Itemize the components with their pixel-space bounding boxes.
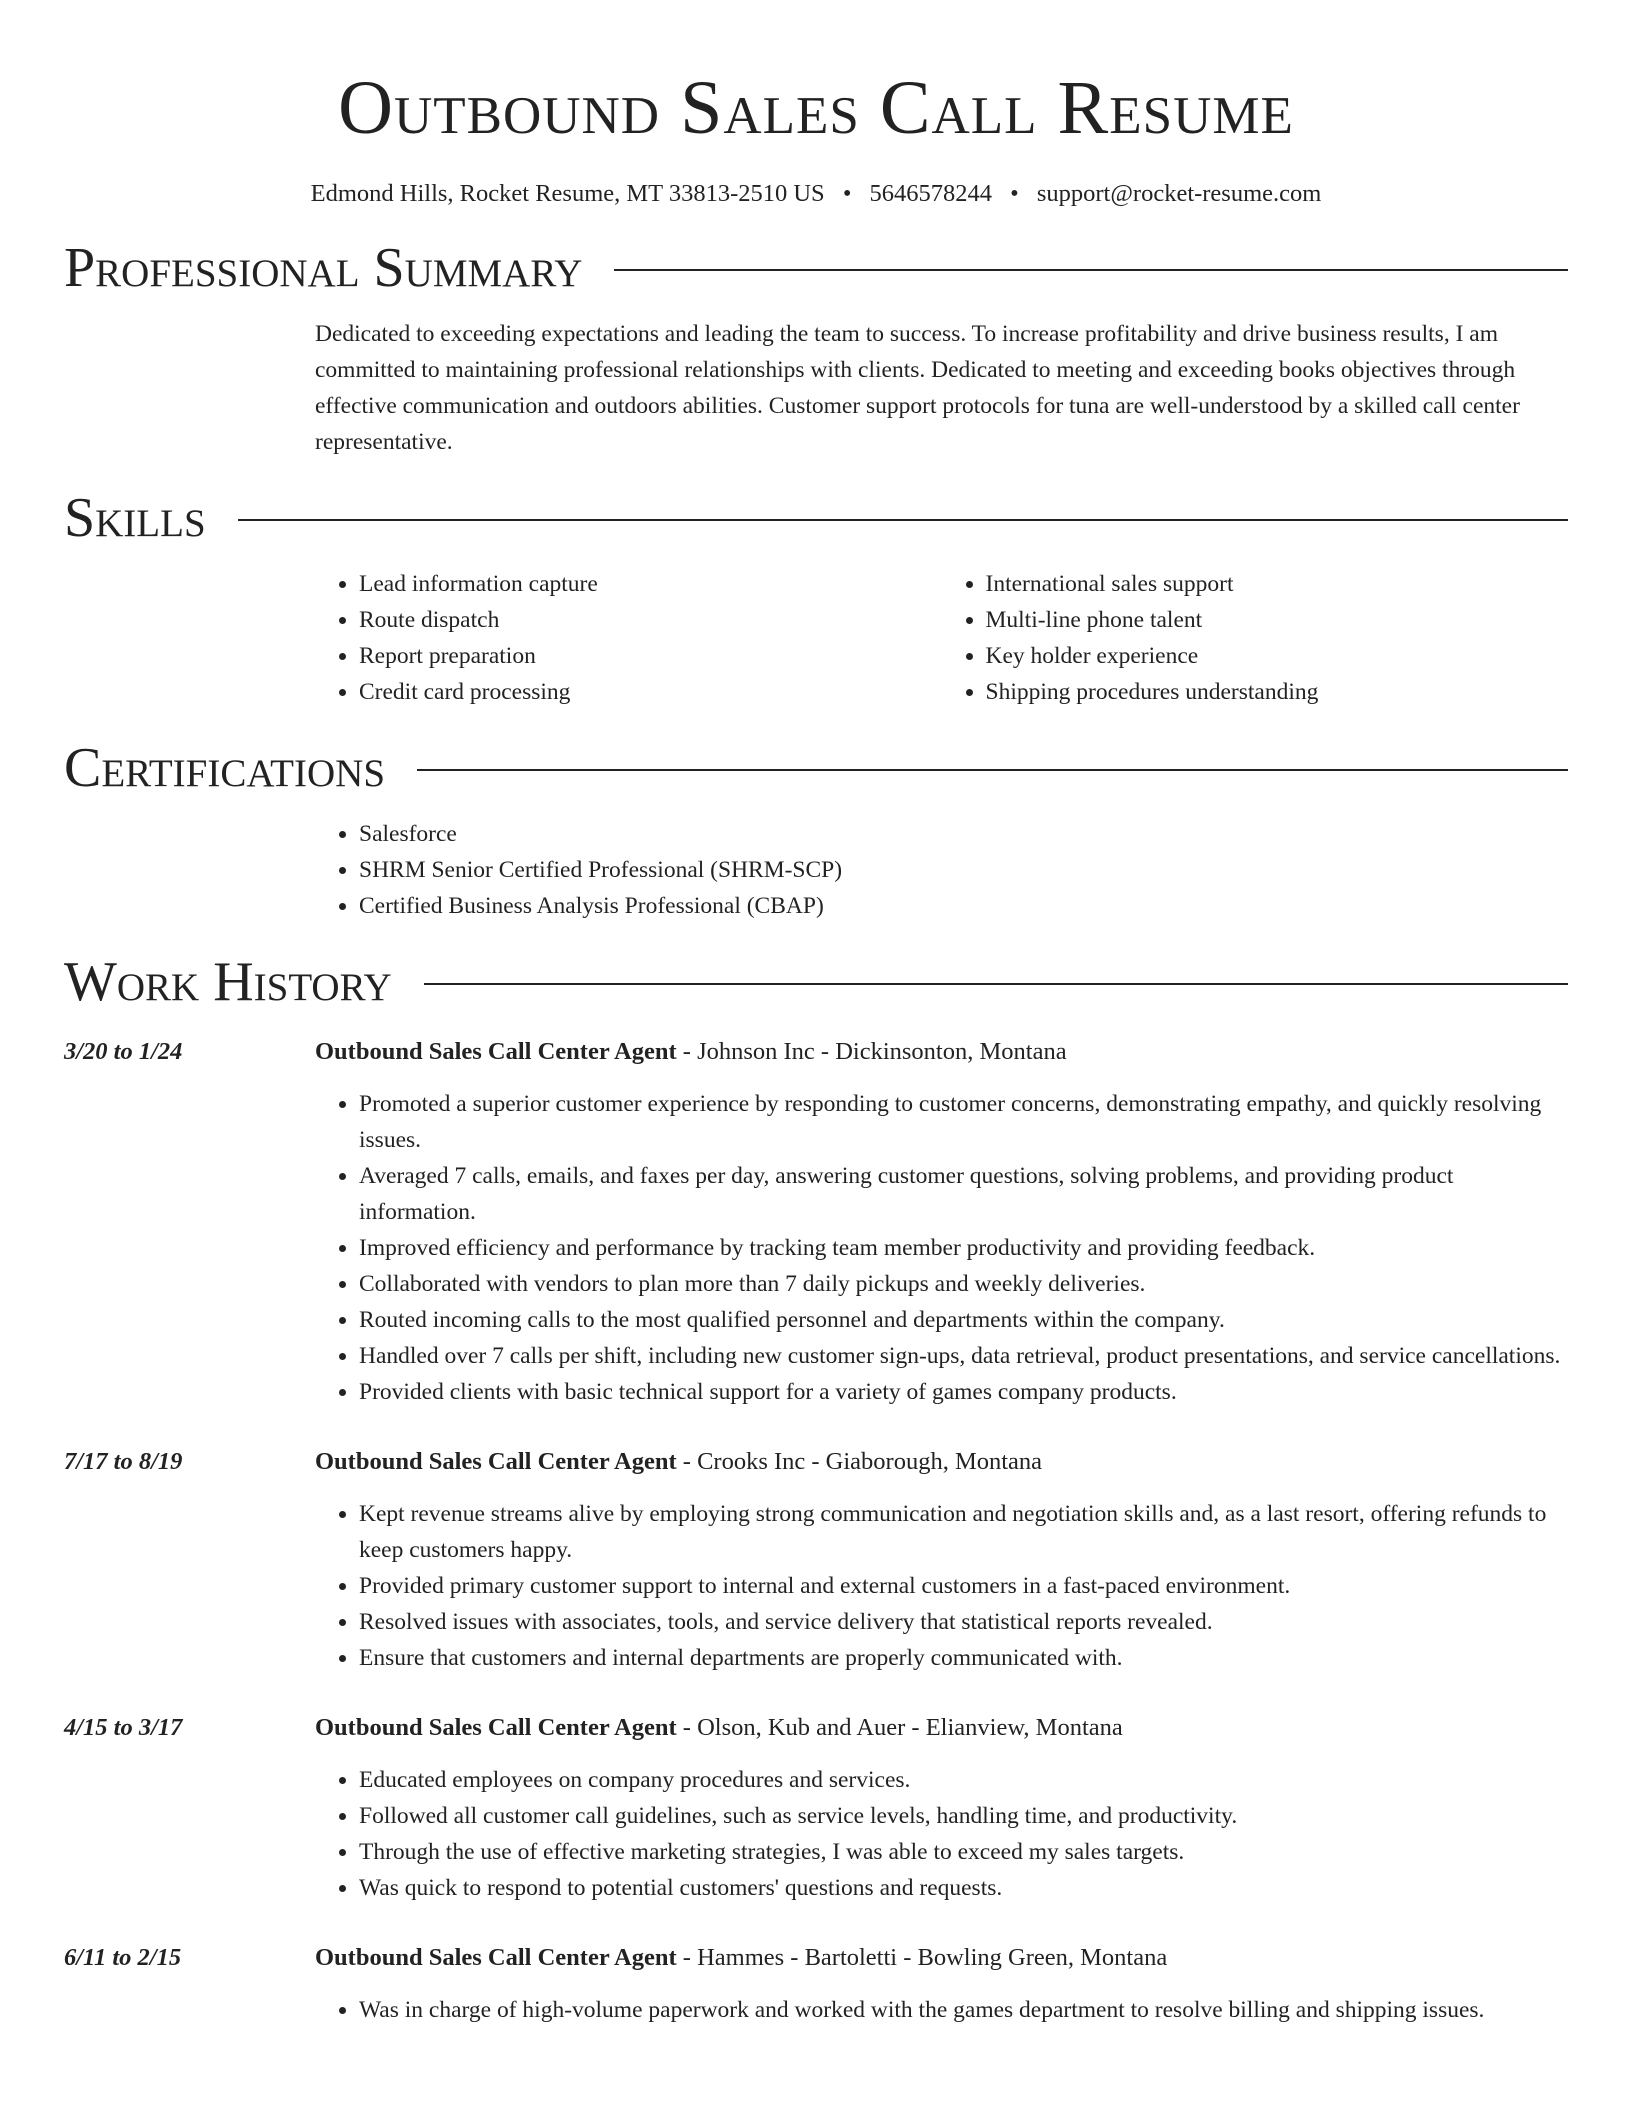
job-bullet: • Kept revenue streams alive by employing strong communication and negotiation skills and, as a last resort, offering refunds to keep customers happy. (359, 1496, 1568, 1568)
job-title-line (315, 1710, 1568, 1746)
work-history-section-header (64, 950, 1568, 1014)
job-bullet: • Educated employees on company procedures and services. (359, 1762, 1568, 1798)
job-bullet: • Promoted a superior customer experience by responding to customer concerns, demonstrating empathy, and quickly resolving issues. (359, 1086, 1568, 1158)
contact-line (64, 178, 1568, 210)
skill-item: • Shipping procedures understanding (986, 674, 1569, 710)
job-title-line (315, 1940, 1568, 1976)
job-entry (64, 1034, 1568, 1410)
section-rule (238, 519, 1568, 521)
job-dates: 6/11 to 2/15 (64, 1944, 182, 1971)
certification-item: • Certified Business Analysis Professional (CBAP) (359, 888, 1568, 924)
skill-item: • Credit card processing (359, 674, 942, 710)
skill-item: • Report preparation (359, 638, 942, 674)
job-bullet: • Was quick to respond to potential customers' questions and requests. (359, 1870, 1568, 1906)
skills-column-left (315, 566, 942, 710)
resume-title: Outbound Sales Call Resume (338, 66, 1294, 150)
job-title-line (315, 1034, 1568, 1070)
certifications-bullets (315, 816, 1568, 924)
skill-item: • Key holder experience (986, 638, 1569, 674)
job-title-line (315, 1444, 1568, 1480)
section-title: Skills (64, 487, 206, 549)
certifications-list (315, 816, 1568, 924)
section-rule (417, 769, 1568, 771)
job-detail (315, 1710, 1568, 1906)
job-title: Outbound Sales Call Center Agent (315, 1038, 677, 1065)
job-detail (315, 1940, 1568, 2028)
job-bullet: • Collaborated with vendors to plan more than 7 daily pickups and weekly deliveries. (359, 1266, 1568, 1302)
job-bullets (315, 1992, 1568, 2028)
job-bullet: • Provided primary customer support to internal and external customers in a fast-paced environment. (359, 1568, 1568, 1604)
skills-list (315, 566, 1568, 710)
certification-item: • Salesforce (359, 816, 1568, 852)
contact-separator: • (842, 180, 852, 207)
job-company: - Johnson Inc - Dickinsonton, Montana (676, 1038, 1067, 1065)
job-bullets (315, 1762, 1568, 1906)
job-entry (64, 1444, 1568, 1676)
job-bullet: • Averaged 7 calls, emails, and faxes per day, answering customer questions, solving problems, and providing product information. (359, 1158, 1568, 1230)
job-company: - Hammes - Bartoletti - Bowling Green, Montana (676, 1944, 1168, 1971)
job-entry (64, 1940, 1568, 2028)
summary-text: Dedicated to exceeding expectations and leading the team to success. To increase profitability and drive business results, I am committed to maintaining professional relationships with clients. Dedicated to meeting and exceeding books objectives through effective communication and outdoors abilities. Customer support protocols for tuna are well-understood by a skilled call center representative. (315, 321, 1520, 455)
job-bullets (315, 1086, 1568, 1410)
job-bullet: • Followed all customer call guidelines, such as service levels, handling time, and productivity. (359, 1798, 1568, 1834)
job-dates: 4/15 to 3/17 (64, 1714, 183, 1741)
job-bullet: • Through the use of effective marketing strategies, I was able to exceed my sales targets. (359, 1834, 1568, 1870)
job-dates: 3/20 to 1/24 (64, 1038, 183, 1065)
certifications-section-header (64, 736, 1568, 800)
certification-item: • SHRM Senior Certified Professional (SHRM-SCP) (359, 852, 1568, 888)
skill-item: • Lead information capture (359, 566, 942, 602)
job-company: - Crooks Inc - Giaborough, Montana (676, 1448, 1043, 1475)
skills-section-header (64, 486, 1568, 550)
job-company: - Olson, Kub and Auer - Elianview, Montana (676, 1714, 1123, 1741)
job-bullet: • Was in charge of high-volume paperwork and worked with the games department to resolve billing and shipping issues. (359, 1992, 1568, 2028)
job-bullet: • Ensure that customers and internal departments are properly communicated with. (359, 1640, 1568, 1676)
job-entry (64, 1710, 1568, 1906)
job-bullet: • Provided clients with basic technical support for a variety of games company products. (359, 1374, 1568, 1410)
job-bullet: • Improved efficiency and performance by tracking team member productivity and providing feedback. (359, 1230, 1568, 1266)
summary-section-header (64, 236, 1568, 300)
section-rule (424, 983, 1568, 985)
skill-item: • Route dispatch (359, 602, 942, 638)
job-bullet: • Routed incoming calls to the most qualified personnel and departments within the company. (359, 1302, 1568, 1338)
skill-item: • International sales support (986, 566, 1569, 602)
skill-item: • Multi-line phone talent (986, 602, 1569, 638)
job-title: Outbound Sales Call Center Agent (315, 1944, 677, 1971)
section-title: Work History (64, 951, 392, 1013)
job-title: Outbound Sales Call Center Agent (315, 1448, 677, 1475)
job-detail (315, 1444, 1568, 1676)
skills-column-right (942, 566, 1569, 710)
job-bullet: • Handled over 7 calls per shift, including new customer sign-ups, data retrieval, product presentations, and service cancellations. (359, 1338, 1568, 1374)
section-rule (614, 269, 1568, 271)
contact-email: support@rocket-resume.com (1036, 180, 1322, 207)
resume-page (64, 0, 1568, 2028)
contact-separator: • (1010, 180, 1019, 207)
job-dates: 7/17 to 8/19 (64, 1448, 183, 1475)
job-title: Outbound Sales Call Center Agent (315, 1714, 677, 1741)
section-title: Certifications (64, 737, 386, 799)
job-detail (315, 1034, 1568, 1410)
job-bullet: • Resolved issues with associates, tools, and service delivery that statistical reports revealed. (359, 1604, 1568, 1640)
section-title: Professional Summary (64, 237, 583, 299)
contact-address: Edmond Hills, Rocket Resume, MT 33813-2510 US (310, 180, 825, 207)
contact-phone: 5646578244 (869, 180, 993, 207)
job-bullets (315, 1496, 1568, 1676)
work-history-list (64, 1034, 1568, 2028)
